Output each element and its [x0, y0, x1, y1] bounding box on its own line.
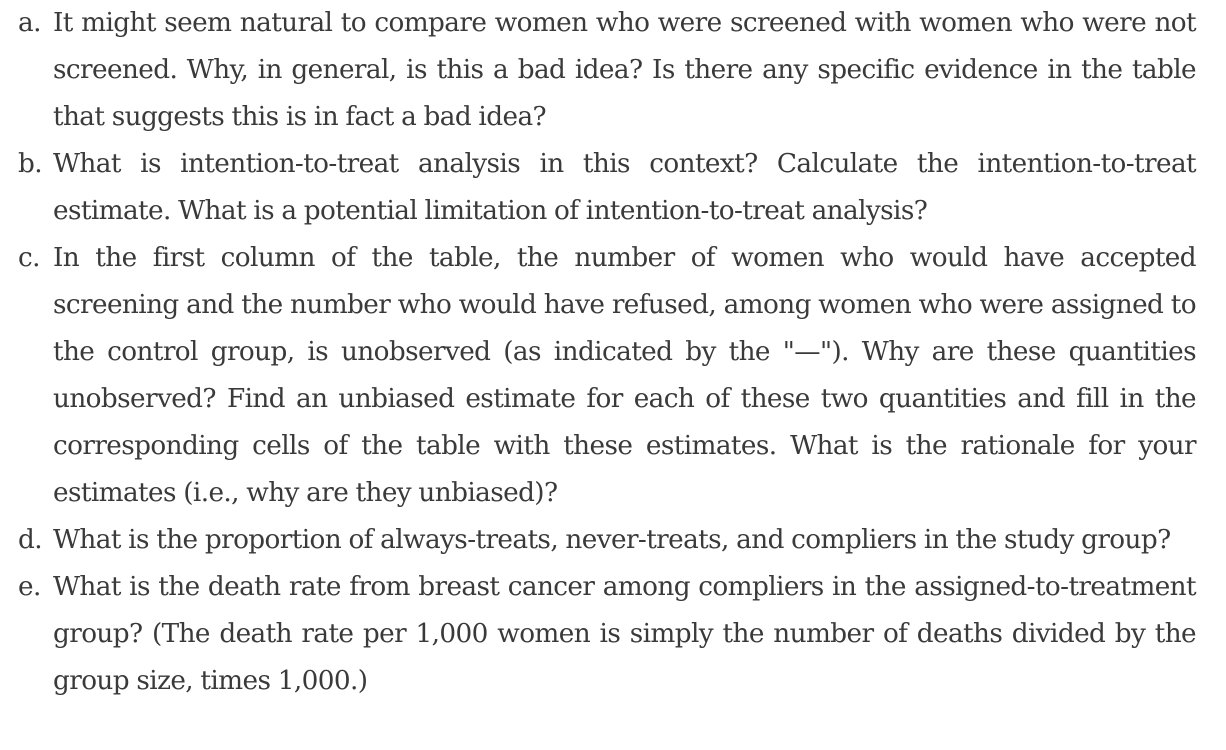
question-text: What is the proportion of always-treats, never-treats, and compliers in the study group?	[53, 525, 1171, 555]
question-item-d	[18, 517, 1196, 564]
question-marker: b.	[18, 149, 42, 179]
question-marker: a.	[18, 8, 41, 38]
question-text: What is the death rate from breast cancer among compliers in the assigned-to-treatment group? (The death rate per 1,000 women is simply the number of deaths divided by the group size, times 1,000.)	[53, 572, 1196, 696]
question-text: What is intention-to-treat analysis in this context? Calculate the intention-to-treat estimate. What is a potential limitation of intention-to-treat analysis?	[53, 149, 1196, 226]
question-text: It might seem natural to compare women who were screened with women who were not screened. Why, in general, is this a bad idea? Is there any specific evidence in the table that suggests this is in fact a bad idea?	[53, 8, 1196, 132]
question-marker: e.	[18, 572, 41, 602]
question-item-e	[18, 564, 1196, 705]
question-text: In the first column of the table, the number of women who would have accepted screening and the number who would have refused, among women who were assigned to the control group, is unobserved (as indicated by the "—"). Why are these quantities unobserved? Find an unbiased estimate for each of these two quantities and fill in the corresponding cells of the table with these estimates. What is the rationale for your estimates (i.e., why are they unbiased)?	[53, 243, 1196, 508]
question-marker: d.	[18, 525, 42, 555]
question-item-a	[18, 0, 1196, 141]
question-item-c	[18, 235, 1196, 517]
question-item-b	[18, 141, 1196, 235]
question-list	[18, 0, 1196, 705]
question-marker: c.	[18, 243, 40, 273]
